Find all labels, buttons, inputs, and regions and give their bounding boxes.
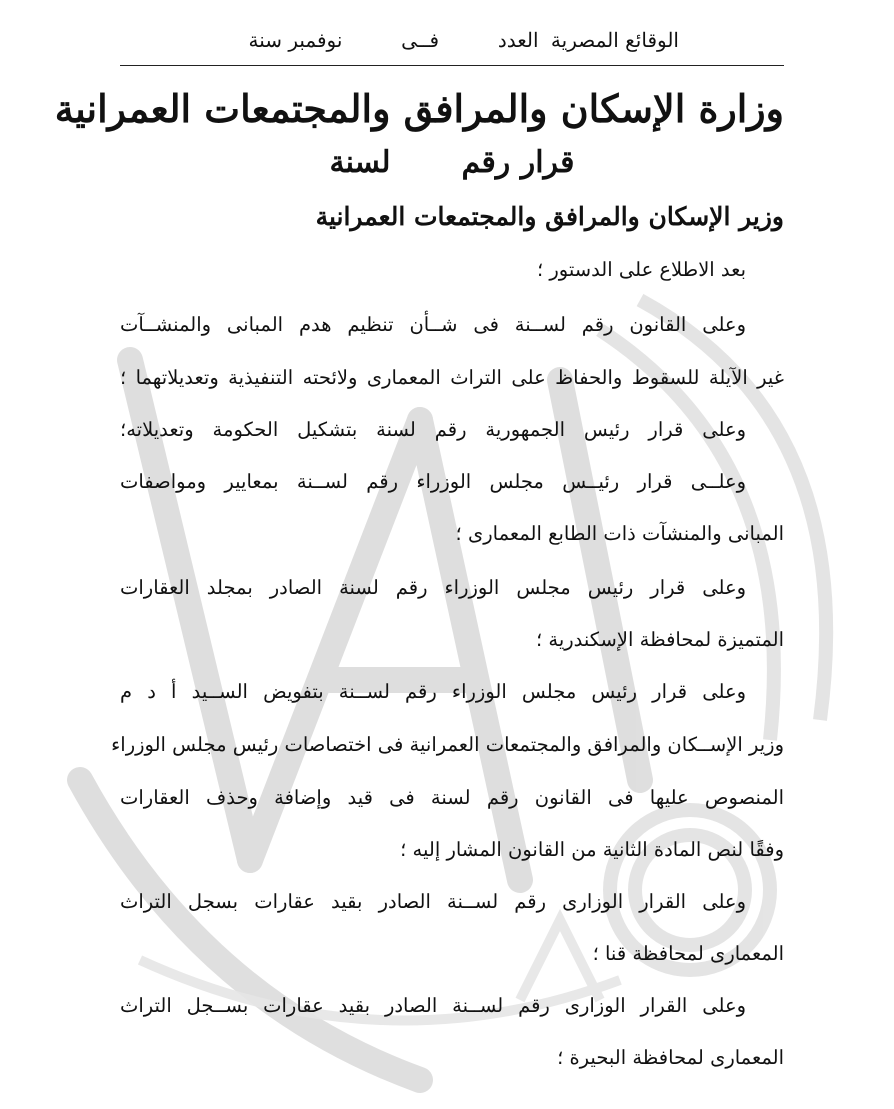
issue-label: العدد [497, 28, 539, 52]
body-line: وعلى قرار رئيس مجلس الوزراء رقم لسنة الصادر بمجلد العقارات [120, 576, 746, 599]
body-line: وعلــى قرار رئيــس مجلس الوزراء رقم لســنة بمعايير ومواصفات [120, 470, 746, 493]
gazette-name: الوقائع المصرية [550, 28, 679, 52]
body-line: وعلى القرار الوزارى رقم لســنة الصادر بقيد عقارات بســجل التراث [120, 994, 746, 1017]
in-label: فــى [401, 28, 440, 52]
body-line: وعلى القانون رقم لســنة فى شــأن تنظيم هدم المبانى والمنشــآت [120, 313, 746, 336]
body-line: المنصوص عليها فى القانون رقم لسنة فى قيد وإضافة وحذف العقارات [120, 786, 784, 809]
body-line: المبانى والمنشآت ذات الطابع المعمارى ؛ [455, 522, 784, 545]
body-line: وعلى قرار رئيس الجمهورية رقم لسنة بتشكيل الحكومة وتعديلاته؛ [120, 418, 746, 441]
date-label: نوفمبر سنة [248, 28, 343, 52]
ministry-title: وزارة الإسكان والمرافق والمجتمعات العمرانية [54, 86, 784, 131]
body-line: بعد الاطلاع على الدستور ؛ [536, 258, 746, 281]
decree-number-label: قرار رقم [461, 145, 575, 180]
body-line: وزير الإســكان والمرافق والمجتمعات العمرانية فى اختصاصات رئيس مجلس الوزراء [111, 733, 784, 756]
body-line: وفقًا لنص المادة الثانية من القانون المشار إليه ؛ [400, 838, 784, 861]
body-line: المعمارى لمحافظة قنا ؛ [592, 942, 784, 965]
body-line: وعلى قرار رئيس مجلس الوزراء رقم لســنة بتفويض الســيد أ د م [120, 680, 746, 703]
decree-title [120, 145, 784, 180]
body-line: غير الآيلة للسقوط والحفاظ على التراث المعمارى ولائحته التنفيذية وتعديلاتهما ؛ [120, 366, 784, 389]
body-line: المتميزة لمحافظة الإسكندرية ؛ [535, 628, 784, 651]
decree-year-label: لسنة [329, 145, 391, 180]
body-line: المعمارى لمحافظة البحيرة ؛ [557, 1046, 784, 1069]
body-line: وعلى القرار الوزارى رقم لســنة الصادر بقيد عقارات بسجل التراث [120, 890, 746, 913]
header-rule [120, 65, 784, 66]
running-header [242, 28, 679, 52]
minister-heading: وزير الإسكان والمرافق والمجتمعات العمرانية [315, 202, 784, 231]
